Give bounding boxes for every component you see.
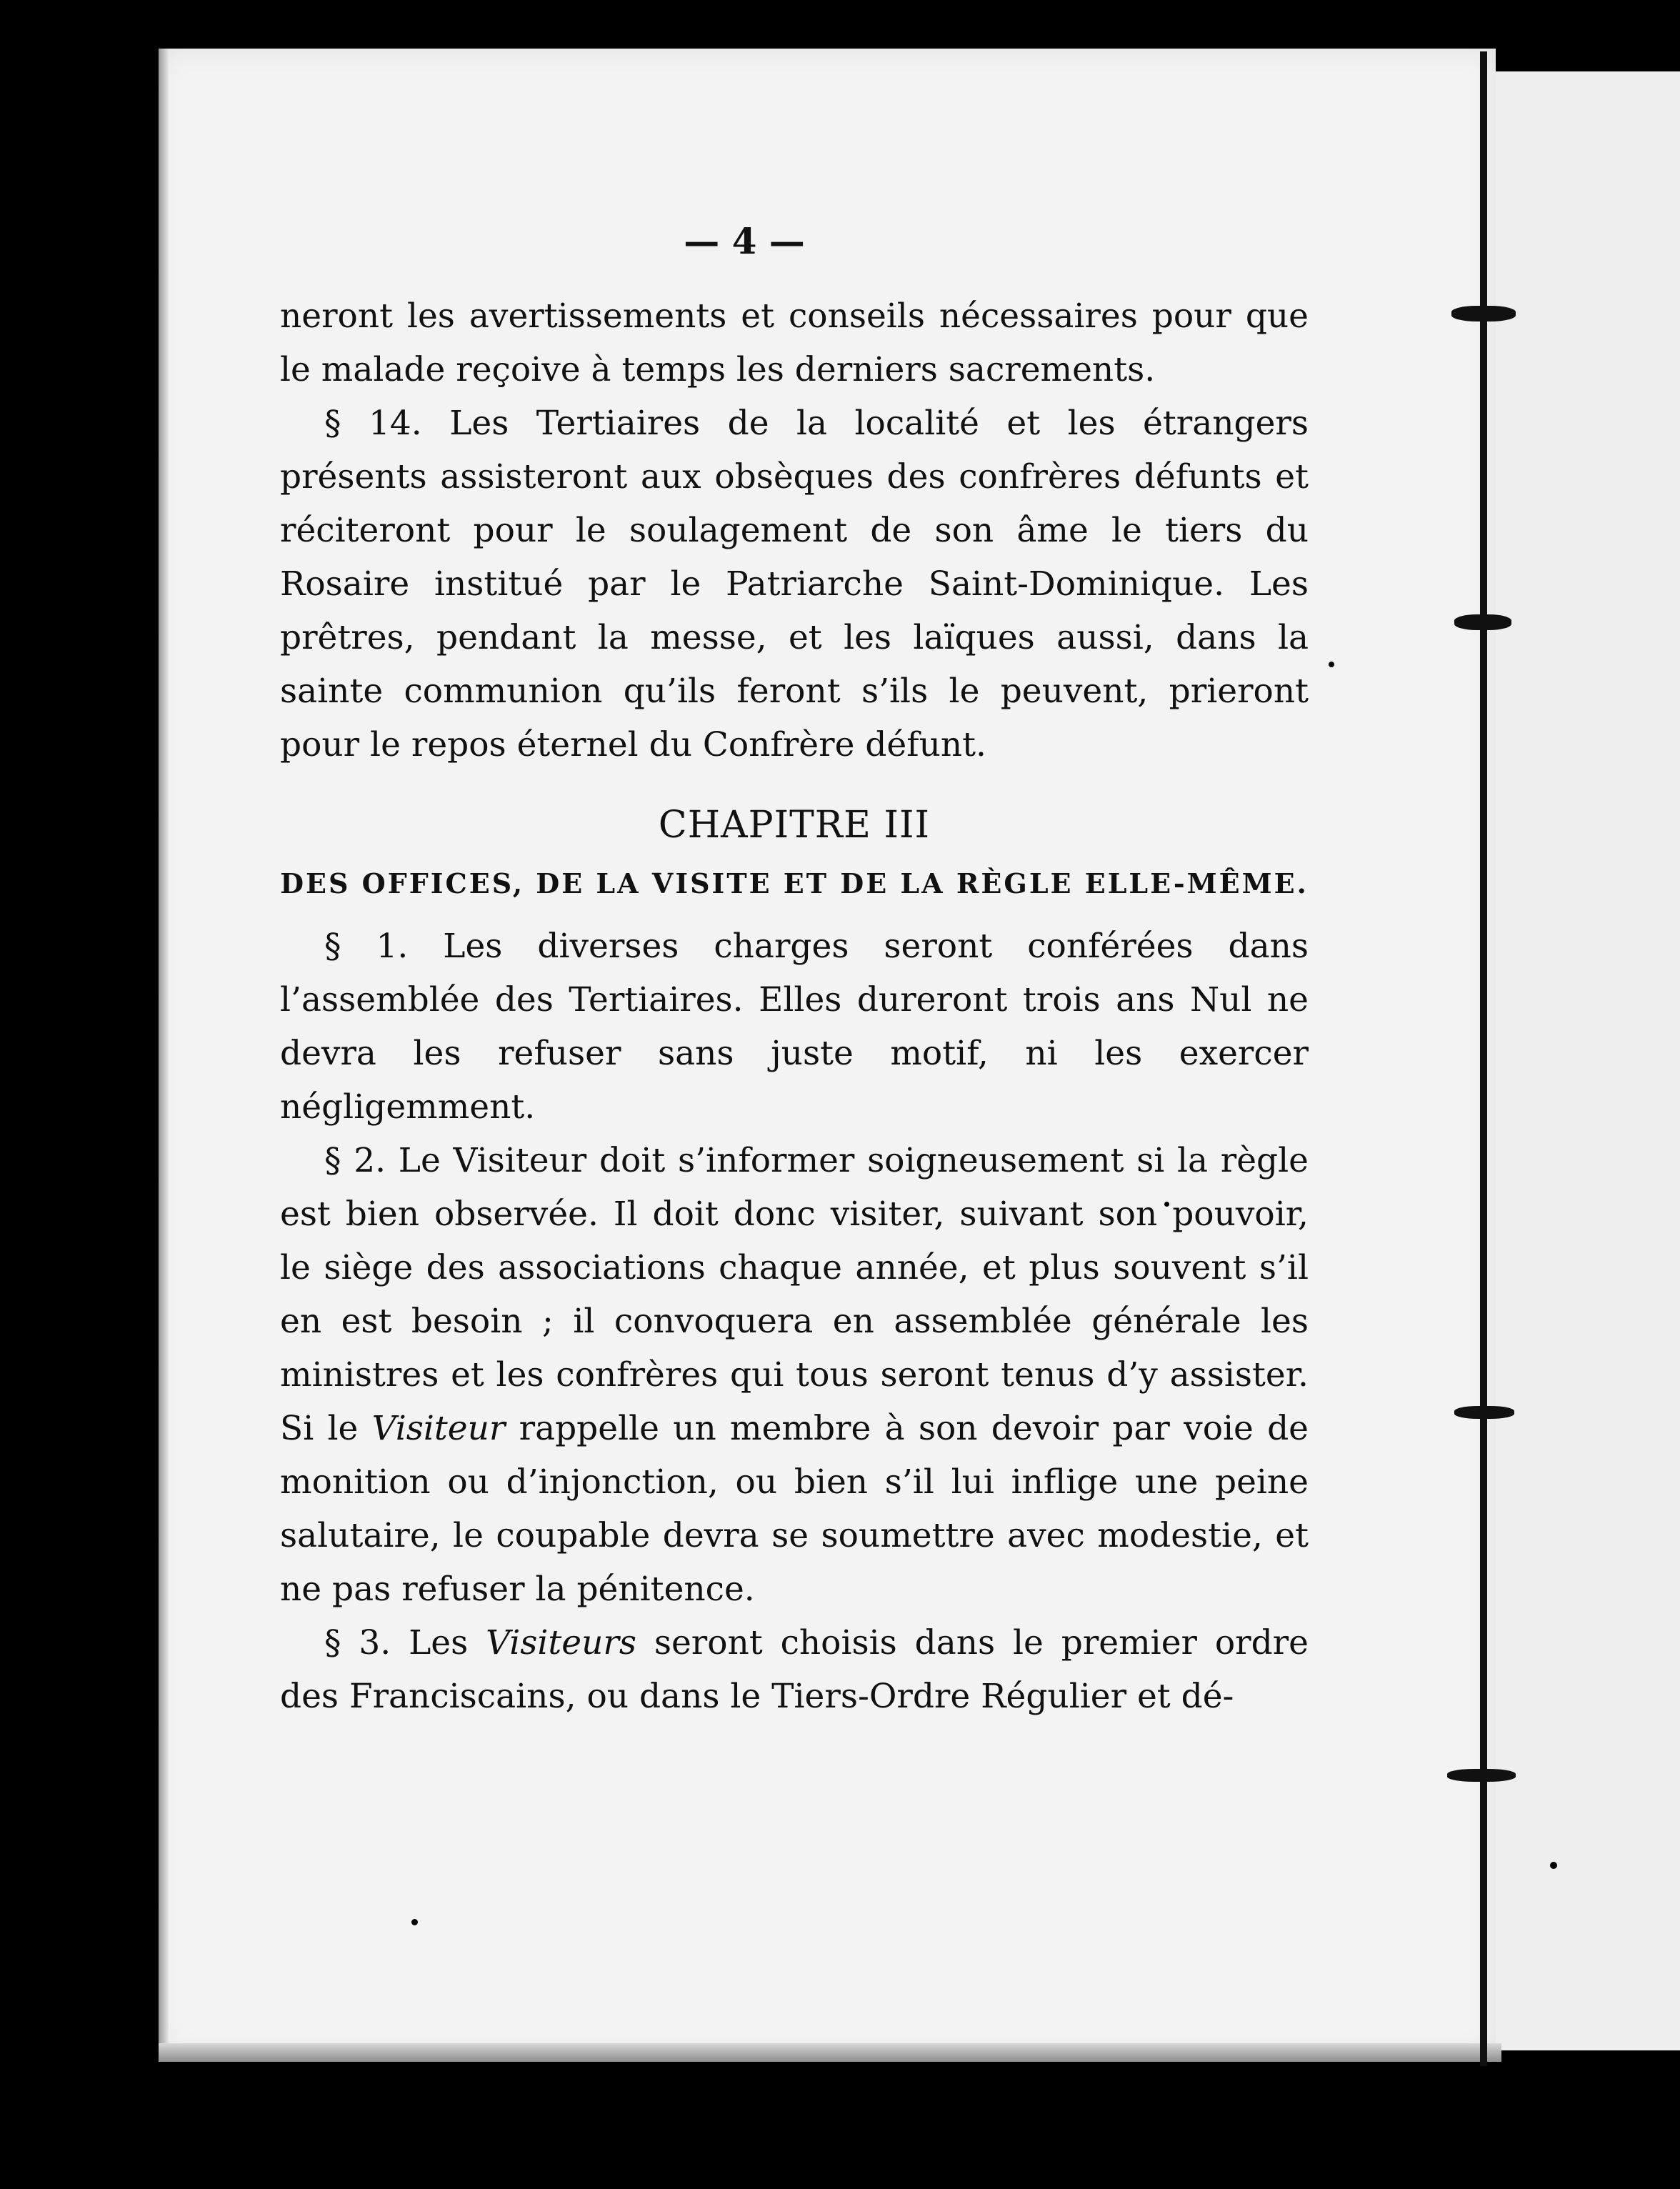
binding-stitch [1454,1406,1514,1419]
book-spine [1480,51,1487,2066]
paragraph [280,289,1309,397]
page-left-edge-shadow [159,49,169,2056]
paragraph-text: § 1. Les diverses charges seront conférées dans l’assemblée des Tertiaires. Elles dureront trois ans Nul ne devra les refuser sans juste motif, ni les exercer négligemment. [280,927,1309,1127]
chapter-title: CHAPITRE III [658,804,931,847]
binding-stitch [1451,306,1516,321]
paragraph [280,919,1309,1134]
page-bottom-edge [159,2043,1501,2062]
paragraph-text: § 3. Les [324,1623,486,1662]
binding-stitch [1447,1769,1516,1782]
italic-text: Visiteurs [486,1623,636,1662]
paragraph [280,397,1309,772]
paragraph-text: § 2. Le Visiteur doit s’informer soigneusement si la règle est bien observée. Il doit donc visiter, suivant son pouvoir, le siège des associations chaque année, et plus souvent s’il en est besoin ; il convoquera en assemblée générale les ministres et les confrères qui tous seront tenus d’y assister. Si le [280,1141,1309,1448]
page-number: — 4 — [684,220,805,262]
page-text [280,214,1309,1723]
paragraph-text: rappelle un membre à son devoir par voie de monition ou d’injonction, ou bien s’il lui inflige une peine salutaire, le coupable devra se soumettre avec modestie, et ne pas refuser la pénitence. [280,1409,1309,1609]
paragraphs-before-chapter [280,289,1309,772]
binding-stitch [1454,614,1511,630]
paragraph-text: seront choisis dans le premier ordre des Franciscains, ou dans le Tiers-Ordre Régulier et dé- [280,1623,1309,1716]
paragraph-text: § 14. Les Tertiaires de la localité et les étrangers présents assisteront aux obsèques des confrères défunts et réciteront pour le soulagement de son âme le tiers du Rosaire institué par le Patriarche Saint-Dominique. Les prêtres, pendant la messe, et les laïques aussi, dans la sainte communion qu’ils feront s’ils le peuvent, prieront pour le repos éternel du Confrère défunt. [280,404,1309,764]
paragraph [280,1134,1309,1616]
paragraphs-after-chapter [280,919,1309,1723]
adjacent-page-edge [1479,71,1680,2050]
italic-text: Visiteur [371,1409,506,1448]
paragraph [280,1616,1309,1723]
paragraph-text: neront les avertissements et conseils nécessaires pour que le malade reçoive à temps les derniers sacrements. [280,296,1309,389]
chapter-subtitle: DES OFFICES, DE LA VISITE ET DE LA RÈGLE ELLE-MÊME. [280,867,1309,899]
